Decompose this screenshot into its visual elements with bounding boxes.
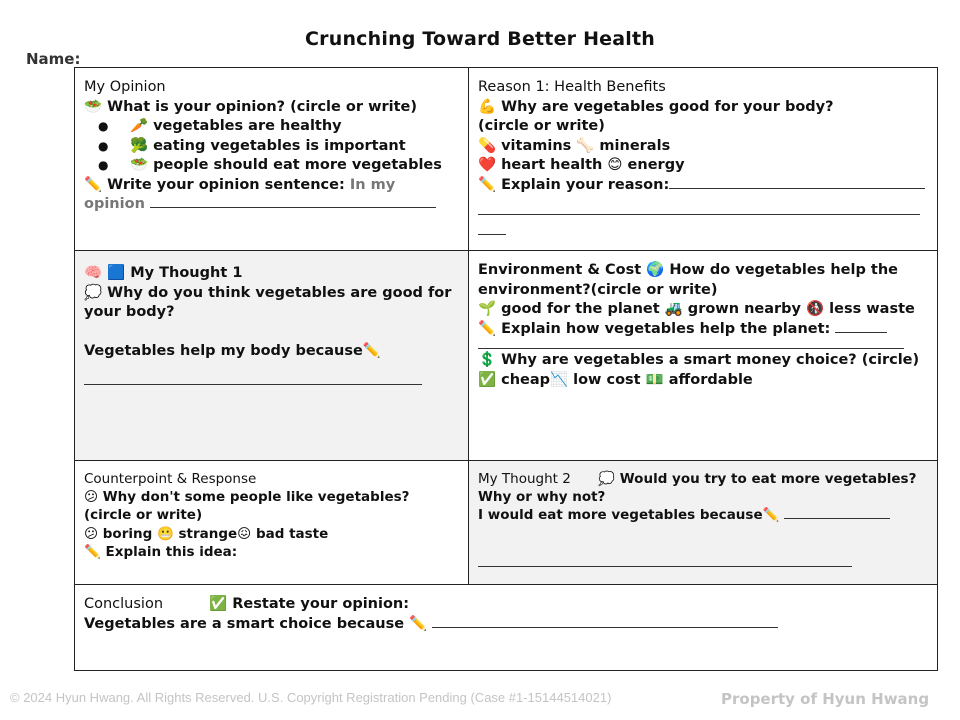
reason-answer-line-1[interactable] [669, 177, 925, 189]
bullet-icon: ● [98, 119, 109, 133]
conclusion-section [75, 585, 937, 670]
grid-divider-vertical [468, 68, 469, 585]
opinion-section [75, 68, 469, 251]
opinion-heading: My Opinion [84, 79, 166, 95]
money-options[interactable]: ✅ cheap📉 low cost 💵 affordable [478, 371, 753, 388]
counterpoint-options[interactable]: 😕 boring 😬 strange😖 bad taste [84, 525, 329, 542]
thought2-section [469, 461, 937, 585]
environment-explain-row [478, 320, 928, 340]
opinion-option-1[interactable]: ● 🥕 vegetables are healthy [84, 117, 460, 137]
thought2-answer-line-1[interactable] [784, 507, 890, 519]
conclusion-answer-line[interactable] [432, 616, 778, 628]
thought2-question: 💭 Would you try to eat more vegetables? [598, 471, 917, 487]
reason-heading: Reason 1: Health Benefits [478, 79, 666, 95]
thought1-question: 💭 Why do you think vegetables are good for your body? [84, 284, 452, 320]
reason-explain-label: ✏️ Explain your reason: [478, 176, 670, 193]
thought2-heading: My Thought 2 [478, 471, 571, 487]
reason-options-row-2[interactable]: ❤️ heart health 😊 energy [478, 157, 685, 173]
thought2-answer-line-2[interactable] [478, 553, 852, 567]
counterpoint-question-2: (circle or write) [84, 507, 203, 524]
conclusion-prompt-row [84, 615, 928, 635]
thought2-prompt-row [478, 506, 928, 524]
worksheet-title: Crunching Toward Better Health [305, 28, 655, 50]
opinion-write-row [84, 176, 460, 196]
reason-explain-row [478, 176, 928, 196]
environment-heading: Environment & Cost 🌍 How do vegetables help the environment?(circle or write) [478, 262, 898, 298]
bullet-icon: ● [98, 158, 109, 172]
thought2-question-2: Why or why not? [478, 489, 606, 506]
bullet-icon: ● [98, 138, 109, 153]
thought1-prompt: Vegetables help my body because✏️ [84, 342, 381, 359]
environment-explain-label: ✏️ Explain how vegetables help the planet: [478, 320, 831, 337]
opinion-write-hint: In my [349, 176, 396, 193]
conclusion-heading: Conclusion [84, 596, 164, 612]
property-watermark: Property of Hyun Hwang [721, 690, 930, 708]
reason-question: 💪 Why are vegetables good for your body? [478, 98, 834, 115]
name-blank-line[interactable] [82, 54, 378, 68]
reason-answer-line-2[interactable] [478, 201, 920, 215]
reason-question-2: (circle or write) [478, 118, 605, 134]
grid-divider-row-3 [75, 584, 937, 585]
name-row [26, 50, 378, 68]
conclusion-prompt: Vegetables are a smart choice because ✏️ [84, 615, 428, 632]
reason-options-row-1[interactable]: 💊 vitamins 🦴 minerals [478, 137, 671, 154]
opinion-option-2[interactable]: ● 🥦 eating vegetables is important [84, 137, 460, 157]
grid-divider-row-1 [75, 250, 937, 251]
copyright-notice: © 2024 Hyun Hwang. All Rights Reserved. U.S. Copyright Registration Pending (Case #1-15144514021) [10, 690, 612, 705]
thought2-heading-row [478, 470, 928, 488]
environment-options[interactable]: 🌱 good for the planet 🚜 grown nearby 🚯 less waste [478, 301, 915, 317]
opinion-write-hint-2: opinion [84, 196, 145, 212]
reason-answer-line-3[interactable] [478, 221, 506, 235]
opinion-question: 🥗 What is your opinion? (circle or write) [84, 98, 417, 115]
thought2-prompt: I would eat more vegetables because✏️ [478, 507, 780, 524]
name-label: Name: [26, 50, 81, 68]
worksheet-grid [74, 67, 938, 671]
thought1-section [75, 251, 469, 461]
money-question: 💲 Why are vegetables a smart money choice? (circle) [478, 352, 920, 368]
thought1-heading: 🧠 🟦 My Thought 1 [84, 265, 243, 281]
conclusion-restate: ✅ Restate your opinion: [209, 596, 410, 612]
opinion-option-3[interactable]: ● 🥗 people should eat more vegetables [84, 156, 460, 176]
opinion-answer-line[interactable] [150, 196, 436, 208]
environment-answer-line-1[interactable] [835, 321, 887, 333]
counterpoint-question: 😕 Why don't some people like vegetables? [84, 489, 410, 506]
opinion-write-label: ✏️ Write your opinion sentence: [84, 176, 345, 193]
environment-section [469, 251, 937, 461]
reason-section [469, 68, 937, 251]
conclusion-heading-row [84, 595, 928, 615]
counterpoint-explain-label: ✏️ Explain this idea: [84, 543, 238, 560]
thought1-answer-line[interactable] [84, 371, 422, 385]
counterpoint-section [75, 461, 469, 585]
opinion-write-row-2 [84, 195, 460, 215]
grid-divider-row-2 [75, 460, 937, 461]
counterpoint-heading: Counterpoint & Response [84, 471, 257, 487]
